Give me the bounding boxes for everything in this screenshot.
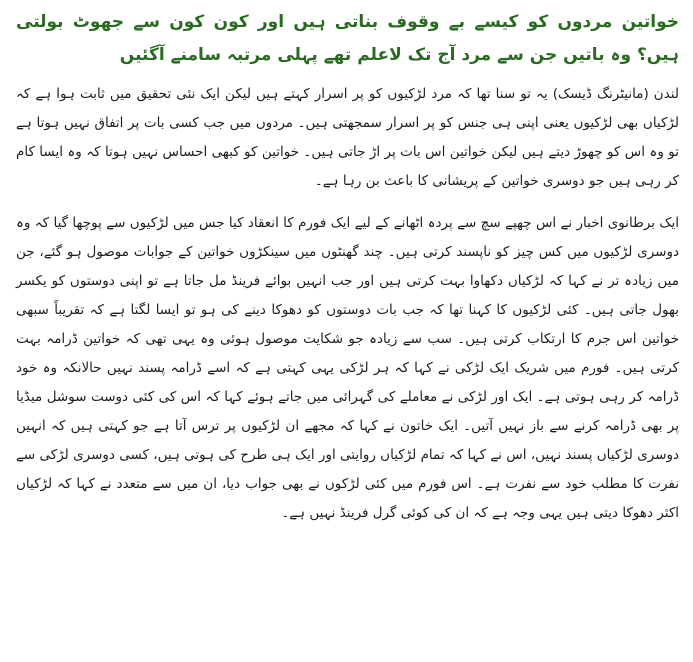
article-paragraph-forum: ایک برطانوی اخبار نے اس چھپے سچ سے پردہ اٹھانے کے لیے ایک فورم کا انعقاد کیا جس میں لڑکیوں سے پوچھا گیا کہ وہ دوسری لڑکیوں میں کس چیز کو ناپسند کرتی ہیں۔ چند گھنٹوں میں سینکڑوں خواتین کے جوابات موصول ہو گئے، جن میں زیادہ تر نے کہا کہ لڑکیاں دکھاوا بہت کرتی ہیں اور جب انہیں بوائے فرینڈ مل جاتا ہے تو اپنی دوستوں کو یکسر بھول جاتی ہیں۔ کئی لڑکیوں کا کہنا تھا کہ جب بات دوستوں کو دھوکا دینے کی ہو تو ایسا لگتا ہے کہ تقریباً سبھی خواتین اس جرم کا ارتکاب کرتی ہیں۔ سب سے زیادہ جو شکایت موصول ہوئی وہ یہی تھی کہ خواتین ڈرامہ بہت کرتی ہیں۔ فورم میں شریک ایک لڑکی نے کہا کہ ہر لڑکی یہی کہتی ہے کہ اسے ڈرامہ پسند نہیں حالانکہ وہ خود ڈرامہ کر رہی ہوتی ہے۔ ایک اور لڑکی نے معاملے کی گہرائی میں جاتے ہوئے کہا کہ اس کی کئی دوست سوشل میڈیا پر بھی ڈرامہ کرنے سے باز نہیں آتیں۔ ایک خاتون نے کہا کہ مجھے ان لڑکیوں پر ترس آتا ہے جو کہتی ہیں کہ انہیں دوسری لڑکیاں پسند نہیں، اس نے کہا کہ تمام لڑکیاں روایتی اور ایک ہی طرح کی ہوتی ہیں، کسی دوسری لڑکی سے نفرت کا مطلب خود سے نفرت ہے۔ اس فورم میں کئی لڑکوں نے بھی جواب دیا، ان میں سے متعدد نے کہا کہ لڑکیاں اکثر دھوکا دیتی ہیں یہی وجہ ہے کہ ان کی کوئی گرل فرینڈ نہیں ہے۔ bbox=[16, 215, 679, 521]
article-paragraph-intro: لندن (مانیٹرنگ ڈیسک) یہ تو سنا تھا کہ مرد لڑکیوں کو پر اسرار کہتے ہیں لیکن ایک نئی تحقیق میں ثابت ہوا ہے کہ لڑکیاں بھی لڑکیوں یعنی اپنی ہی جنس کو پر اسرار سمجھتی ہیں۔ مردوں میں جب کسی بات پر اتفاق نہیں ہوتا ہے تو وہ اس کو چھوڑ دیتے ہیں لیکن خواتین اس بات پر اڑ جاتی ہیں۔ خواتین کو کبھی احساس نہیں ہوتا کہ وہ ایسا کام کر رہی ہیں جو دوسری خواتین کے پریشانی کا باعث بن رہا ہے۔ bbox=[16, 86, 679, 189]
article-headline: خواتین مردوں کو کیسے بے وقوف بناتی ہیں اور کون کون سے جھوٹ بولتی ہیں؟ وہ باتیں جن سے مرد آج تک لاعلم تھے پہلی مرتبہ سامنے آگئیں bbox=[16, 12, 679, 65]
